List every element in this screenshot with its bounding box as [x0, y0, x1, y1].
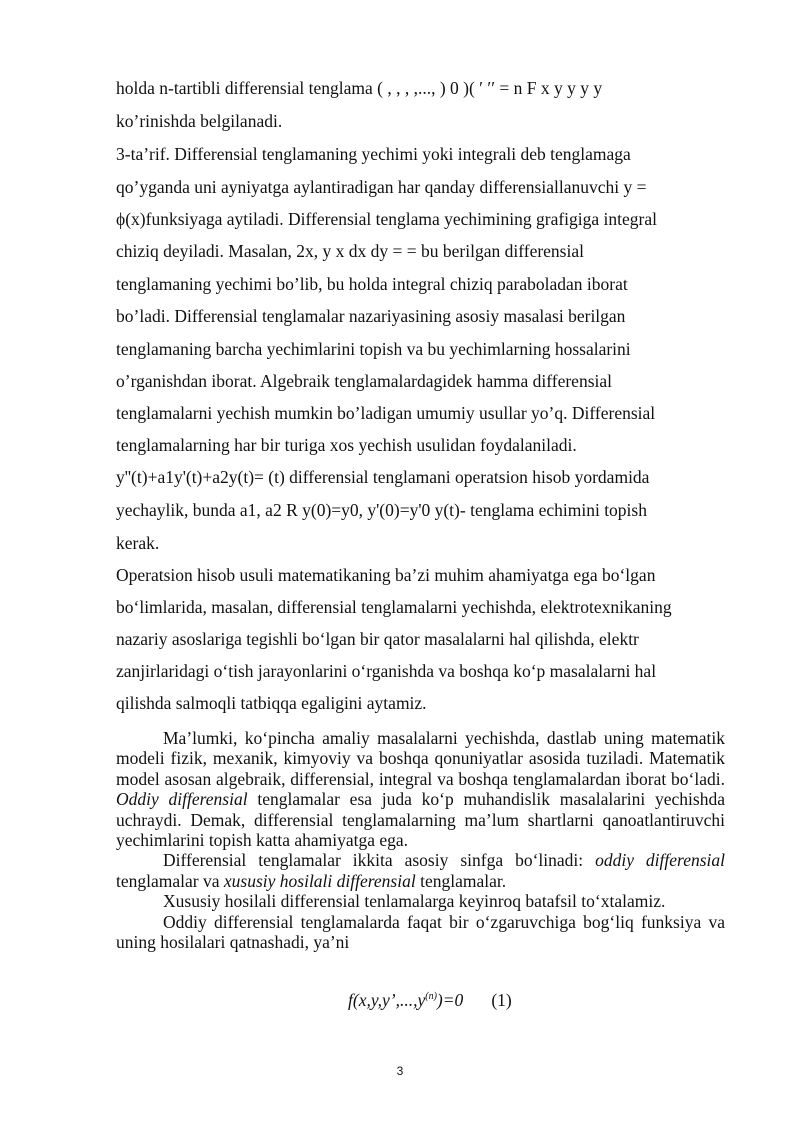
paragraph — [116, 728, 725, 850]
text-line: tenglamalarni yechish mumkin bo’ladigan umumiy usullar yo’q. Differensial — [116, 403, 656, 423]
italic-term: oddiy differensial — [595, 850, 725, 871]
paragraph-text: tenglamalar va — [116, 870, 224, 891]
text-line: bo‘limlarida, masalan, differensial tenglamalarni yechishda, elektrotexnikaning — [116, 597, 672, 617]
equation-superscript: (n) — [425, 991, 437, 1003]
equation-formula — [348, 990, 463, 1010]
text-line: Operatsion hisob usuli matematikaning ba’zi muhim ahamiyatga ega bo‘lgan — [116, 565, 656, 585]
text-line: zanjirlaridagi o‘tish jarayonlarini o‘rganishda va boshqa ko‘p masalalarni hal — [116, 661, 657, 681]
text-line: qo’yganda uni ayniyatga aylantiradigan har qanday differensiallanuvchi y = — [116, 177, 647, 197]
text-line: tenglamaning yechimi bo’lib, bu holda integral chiziq paraboladan iborat — [116, 274, 628, 294]
paragraph: Oddiy differensial tenglamalarda faqat bir o‘zgaruvchiga bog‘liq funksiya va uning hosilalari qatnashadi, ya’ni — [116, 911, 725, 953]
text-line: ko’rinishda belgilanadi. — [116, 111, 283, 131]
text-line: kerak. — [116, 533, 160, 553]
paragraph — [116, 850, 725, 891]
paragraph: Xususiy hosilali differensial tenlamalarga keyinroq batafsil to‘xtalamiz. — [163, 891, 666, 912]
text-line: qilishda salmoqli tatbiqqa egaligini aytamiz. — [116, 693, 427, 713]
equation-tail: )=0 — [436, 990, 464, 1010]
text-line: y''(t)+a1y'(t)+a2y(t)= (t) differensial tenglamani operatsion hisob yordamida — [116, 467, 650, 487]
text-line: holda n-tartibli differensial tenglama ( , , , ,..., ) 0 )( ′ ′′ = n F x y y y y — [116, 78, 603, 98]
paragraph-text: Differensial tenglamalar ikkita asosiy sinfga bo‘linadi: — [163, 850, 596, 871]
page-number: 3 — [396, 1064, 404, 1078]
text-line: 3-ta’rif. Differensial tenglamaning yechimi yoki integrali deb tenglamaga — [116, 144, 631, 164]
paragraph-text: Ma’lumki, ko‘pincha amaliy masalalarni yechishda, dastlab uning matematik modeli fizik, mexanik, kimyoviy va boshqa qonuniyatlar asosida tuziladi. Matematik model asosan algebraik, differensial, integral va boshqa tenglamalardan iborat bo‘ladi. — [116, 728, 725, 789]
italic-term: Oddiy differensial — [116, 789, 248, 810]
text-line: tenglamalarning har bir turiga xos yechish usulidan foydalaniladi. — [116, 435, 577, 455]
equation-main: f(x,y,y’,...,y — [348, 990, 426, 1010]
text-line: chiziq deyiladi. Masalan, 2x, y x dx dy = = bu berilgan differensial — [116, 241, 584, 261]
paragraph-text: tenglamalar esa juda ko‘p muhandislik masalalarini yechishda uchraydi. Demak, differensial tenglamalarning ma’lum shartlarni qanoatlantiruvchi yechimlarini topish katta ahamiyatga ega. — [116, 789, 725, 851]
text-line: yechaylik, bunda a1, a2 R y(0)=y0, y'(0)=y'0 y(t)- tenglama echimini topish — [116, 500, 647, 520]
text-line: o’rganishdan iborat. Algebraik tenglamalardagidek hamma differensial — [116, 371, 612, 391]
text-line: bo’ladi. Differensial tenglamalar nazariyasining asosiy masalasi berilgan — [116, 306, 626, 326]
equation — [348, 990, 512, 1011]
body-text-block — [116, 728, 725, 952]
text-line: tenglamaning barcha yechimlarini topish va bu yechimlarning hossalarini — [116, 339, 631, 359]
text-line: ϕ(x)funksiyaga aytiladi. Differensial tenglama yechimining grafigiga integral — [116, 209, 657, 229]
paragraph-text: tenglamalar. — [415, 870, 507, 891]
italic-term: xususiy hosilali differensial — [223, 870, 416, 891]
equation-number: (1) — [491, 990, 512, 1010]
text-line: nazariy asoslariga tegishli bo‘lgan bir qator masalalarni hal qilishda, elektr — [116, 629, 639, 649]
